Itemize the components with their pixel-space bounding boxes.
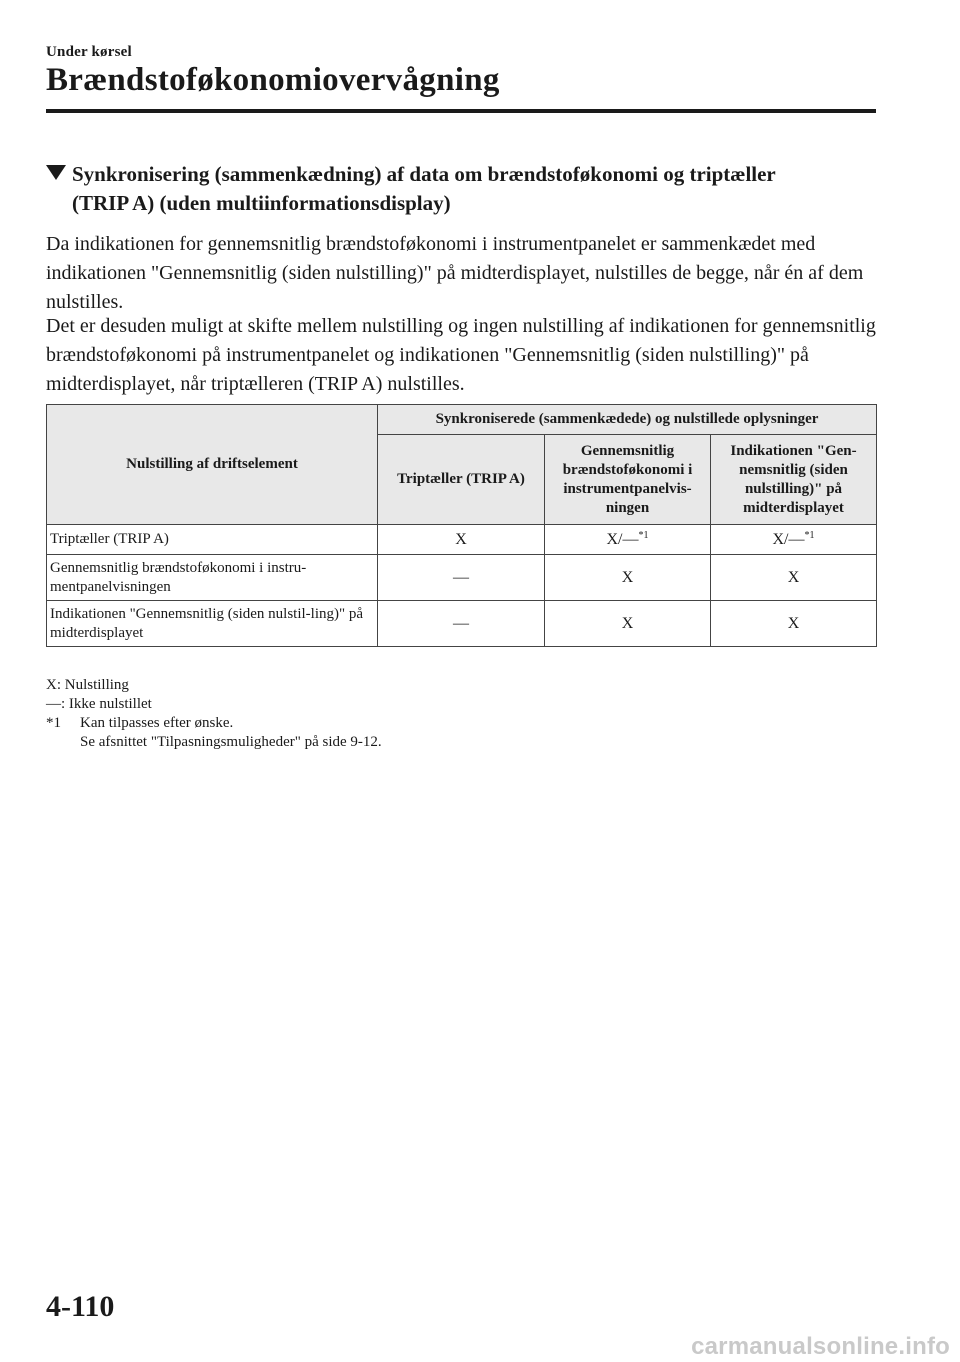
paragraph-1: Da indikationen for gennemsnitlig brændstoføkonomi i instrumentpanelet er sammenkædet med indikationen "Gennemsnitlig (siden nulstilling)" på midterdisplayet, nulstilles de begge, når én af dem nulstilles. (46, 233, 864, 313)
table-header-group: Synkroniserede (sammenkædede) og nulstillede oplysninger (378, 405, 877, 435)
title-rule (46, 109, 876, 113)
row-label: Indikationen "Gennemsnitlig (siden nulstil-ling)" på midterdisplayet (47, 601, 378, 647)
table-cell: X (711, 601, 877, 647)
column-header-center-display: Indikationen "Gen-nemsnitlig (siden nulstilling)" på midterdisplayet (711, 435, 877, 525)
table-row (47, 601, 877, 647)
column-header-fuel-economy: Gennemsnitlig brændstoføkonomi i instrumentpanelvis-ningen (545, 435, 711, 525)
footnote-ref: *1 (804, 530, 815, 541)
sub-heading-line1: Synkronisering (sammenkædning) af data om brændstoføkonomi og triptæller (72, 162, 776, 186)
legend-x: X: Nulstilling (46, 677, 129, 693)
cell-value: X/— (606, 531, 639, 548)
table-cell: — (378, 601, 545, 647)
row-label: Triptæller (TRIP A) (47, 525, 378, 555)
footnote (46, 714, 876, 752)
table-cell (545, 525, 711, 555)
table-cell: X (711, 555, 877, 601)
table-row (47, 525, 877, 555)
sub-heading-line2: (TRIP A) (uden multiinformationsdisplay) (72, 191, 451, 215)
table-row (47, 555, 877, 601)
paragraph-2: Det er desuden muligt at skifte mellem nulstilling og ingen nulstilling af indikationen for gennemsnitlig brændstoføkonomi på instrumentpanelet og indikationen "Gennemsnitlig (siden nulstilling)" på midterdisplayet, når triptælleren (TRIP A) nulstilles. (46, 315, 876, 395)
chapter-title: Brændstoføkonomiovervågning (46, 62, 500, 98)
legend-dash: —: Ikke nulstillet (46, 696, 152, 712)
page-number: 4-110 (46, 1290, 115, 1323)
cell-value: X/— (772, 531, 805, 548)
section-kicker: Under kørsel (46, 44, 132, 60)
footnote-reference: Se afsnittet "Tilpasningsmuligheder" på side 9-12. (80, 734, 382, 750)
watermark: carmanualsonline.info (691, 1333, 950, 1360)
triangle-bullet-icon (46, 165, 66, 180)
column-header-trip: Triptæller (TRIP A) (378, 435, 545, 525)
sub-heading (46, 160, 876, 218)
footnote-text: Kan tilpasses efter ønske. (80, 715, 234, 731)
sync-table (46, 404, 877, 647)
table-cell: X (545, 555, 711, 601)
table-notes (46, 676, 876, 752)
table-cell: X (378, 525, 545, 555)
table-cell (711, 525, 877, 555)
footnote-ref: *1 (638, 530, 649, 541)
row-label: Gennemsnitlig brændstoføkonomi i instru-mentpanelvisningen (47, 555, 378, 601)
table-cell: — (378, 555, 545, 601)
footnote-mark: *1 (46, 715, 61, 731)
table-cell: X (545, 601, 711, 647)
footnote-body (80, 714, 382, 752)
table-header-reset-element: Nulstilling af driftselement (47, 405, 378, 525)
